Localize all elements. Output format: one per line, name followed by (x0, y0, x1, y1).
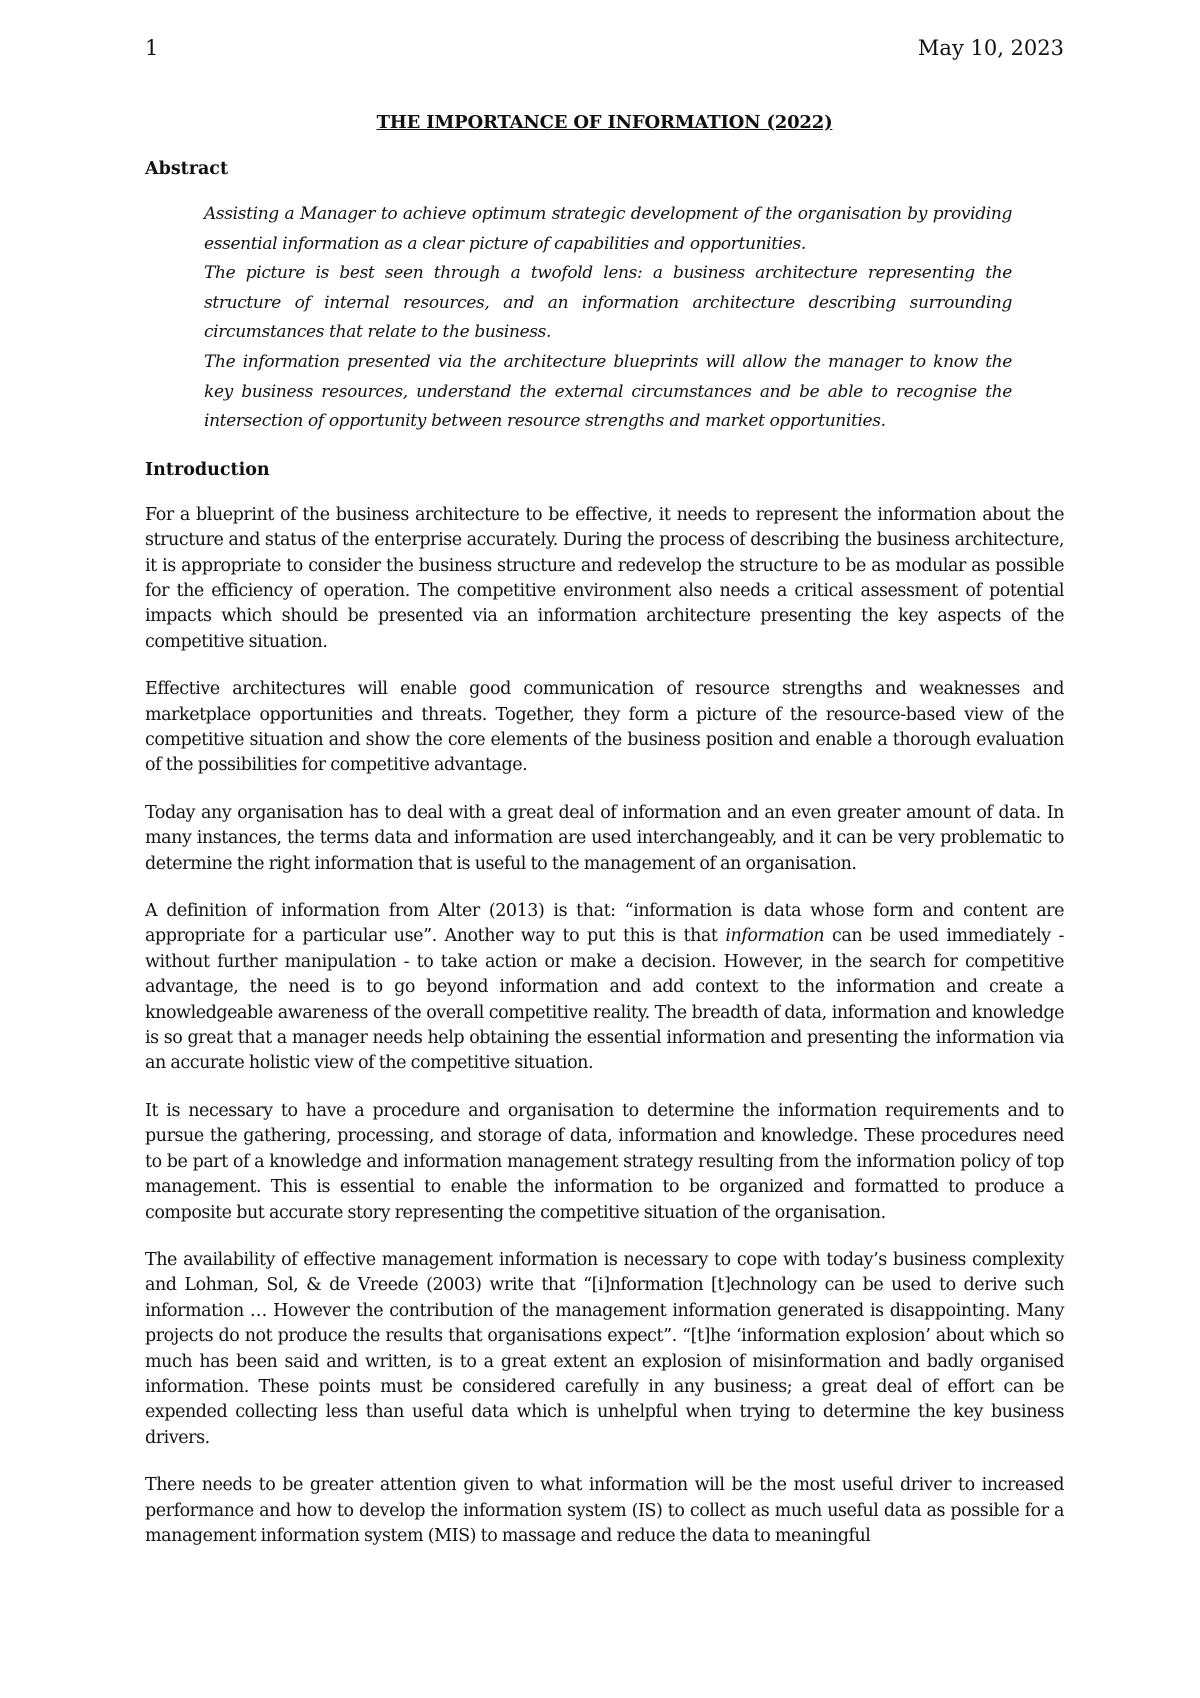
abstract-block (204, 200, 1012, 437)
body-paragraph: For a blueprint of the business architecture to be effective, it needs to represent the information about the structure and status of the enterprise accurately. During the process of describing the business architecture, it is appropriate to consider the business structure and redevelop the structure to be as modular as possible for the efficiency of operation. The competitive environment also needs a critical assessment of potential impacts which should be presented via an information architecture presenting the key aspects of the competitive situation. (145, 504, 1064, 652)
definition-text-end: can be used immediately -without further manipulation - to take action or make a decision. However, in the search for competitive advantage, the need is to go beyond information and add context to the information and create a knowledgeable awareness of the overall competitive reality. The breadth of data, information and knowledge is so great that a manager needs help obtaining the essential information and presenting the information via an accurate holistic view of the competitive situation. (145, 926, 1064, 1074)
body-paragraph: Today any organisation has to deal with a great deal of information and an even greater amount of data. In many instances, the terms data and information are used interchangeably, and it can be very problematic to determine the right information that is useful to the management of an organisation. (145, 802, 1064, 874)
abstract-paragraph: The information presented via the architecture blueprints will allow the manager to know the key business resources, understand the external circumstances and be able to recognise the intersection of opportunity between resource strengths and market opportunities. (204, 351, 1012, 432)
emphasized-term: information (725, 926, 825, 947)
introduction-heading: Introduction (145, 459, 270, 480)
header-date: May 10, 2023 (917, 36, 1064, 60)
document-title: THE IMPORTANCE OF INFORMATION (2022) (376, 112, 833, 133)
body-paragraph: It is necessary to have a procedure and organisation to determine the information requirements and to pursue the gathering, processing, and storage of data, information and knowledge. These procedures need to be part of a knowledge and information management strategy resulting from the information policy of top management. This is essential to enable the information to be organized and formatted to produce a composite but accurate story representing the competitive situation of the organisation. (145, 1100, 1064, 1223)
body-paragraph: Effective architectures will enable good communication of resource strengths and weaknesses and marketplace opportunities and threats. Together, they form a picture of the resource-based view of the competitive situation and show the core elements of the business position and enable a thorough evaluation of the possibilities for competitive advantage. (145, 679, 1064, 776)
abstract-paragraph: The picture is best seen through a twofold lens: a business architecture representing the structure of internal resources, and an information architecture describing surrounding circumstances that relate to the business. (204, 263, 1012, 343)
body-paragraph: The availability of effective management information is necessary to cope with today’s business complexity and Lohman, Sol, & de Vreede (2003) write that “[i]nformation [t]echnology can be used to derive such information … However the contribution of the management information generated is disappointing. Many projects do not produce the results that organisations expect”. “[t]he ‘information explosion’ about which so much has been said and written, is to a great extent an explosion of misinformation and badly organised information. These points must be considered carefully in any business; a great deal of effort can be expended collecting less than useful data which is unhelpful when trying to determine the key business drivers. (145, 1249, 1064, 1448)
body-paragraph: There needs to be greater attention given to what information will be the most useful driver to increased performance and how to develop the information system (IS) to collect as much useful data as possible for a management information system (MIS) to massage and reduce the data to meaningful (145, 1475, 1064, 1546)
page-header (145, 28, 1064, 68)
page-number: 1 (145, 36, 159, 60)
body-paragraph-definition (145, 899, 1064, 1077)
abstract-paragraph: Assisting a Manager to achieve optimum strategic development of the organisation by providing essential information as a clear picture of capabilities and opportunities. (204, 204, 1012, 254)
abstract-heading: Abstract (145, 159, 229, 179)
introduction-body (145, 503, 1064, 1550)
definition-text-start: A definition of information from Alter (2013) is that: “information is data whose form and content are appropriate for a particular use”. Another way to put this is that (145, 901, 1064, 947)
